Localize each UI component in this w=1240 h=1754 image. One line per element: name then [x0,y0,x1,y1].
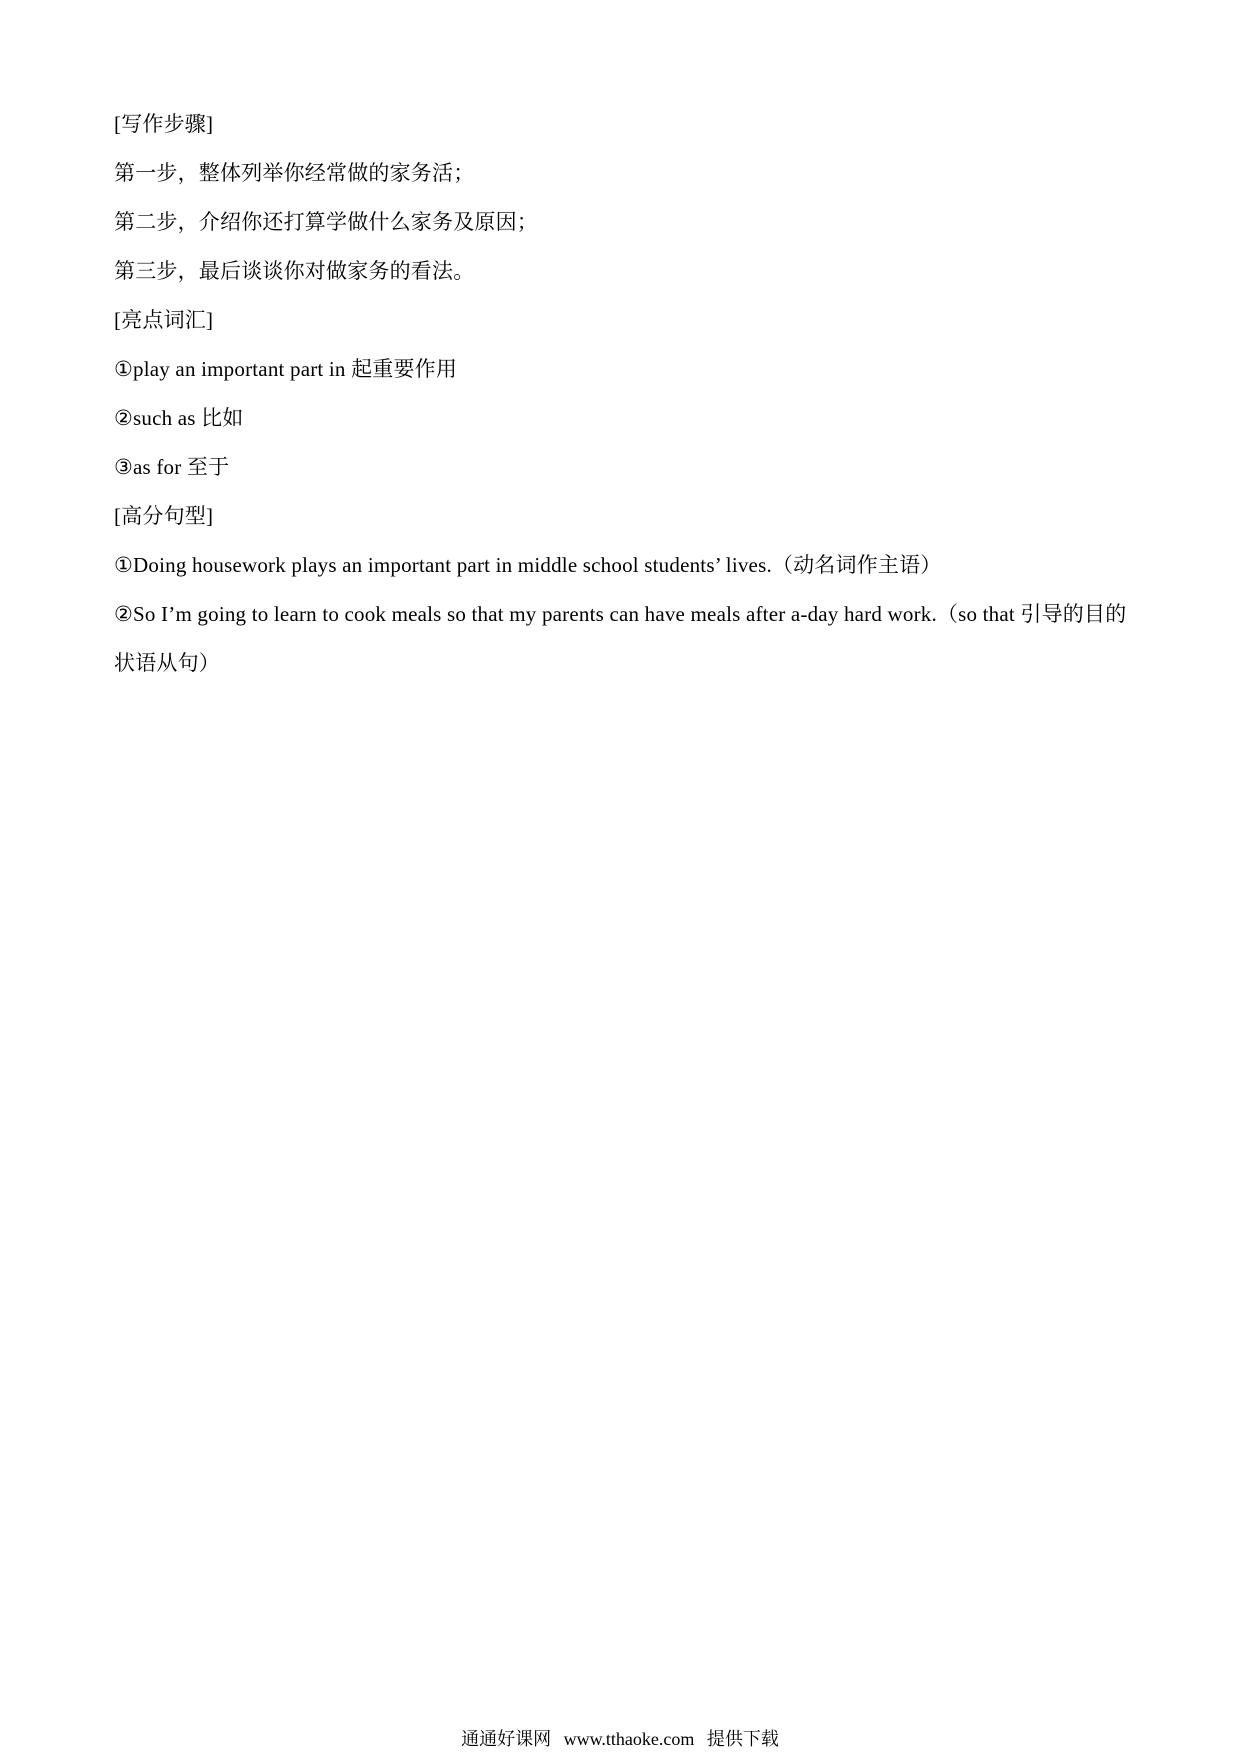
vocabulary-item-2: ②such as 比如 [114,406,244,430]
page-footer [0,1728,1240,1750]
sentence-pattern-1: ①Doing housework plays an important part in middle school students’ lives.（动名词作主语） [114,553,942,577]
section-heading-writing-steps: [写作步骤] [114,112,214,136]
step-one-text: 第一步，整体列举你经常做的家务活； [114,161,475,185]
document-body [114,100,1134,688]
sentence-pattern-2: ②So I’m going to learn to cook meals so that my parents can have meals after a-day hard work.（so that 引导的目的状语从句） [114,602,1127,675]
section-heading-highlight-vocabulary: [亮点词汇] [114,308,214,332]
step-two-text: 第二步，介绍你还打算学做什么家务及原因； [114,210,538,234]
footer-site-name: 通通好课网 [461,1729,552,1749]
step-three-text: 第三步，最后谈谈你对做家务的看法。 [114,259,475,283]
vocabulary-item-1: ①play an important part in 起重要作用 [114,357,458,381]
footer-url[interactable]: www.tthaoke.com [563,1729,695,1749]
footer-download-text: 提供下载 [706,1729,779,1749]
vocabulary-item-3: ③as for 至于 [114,455,230,479]
section-heading-sentence-patterns: [高分句型] [114,504,214,528]
